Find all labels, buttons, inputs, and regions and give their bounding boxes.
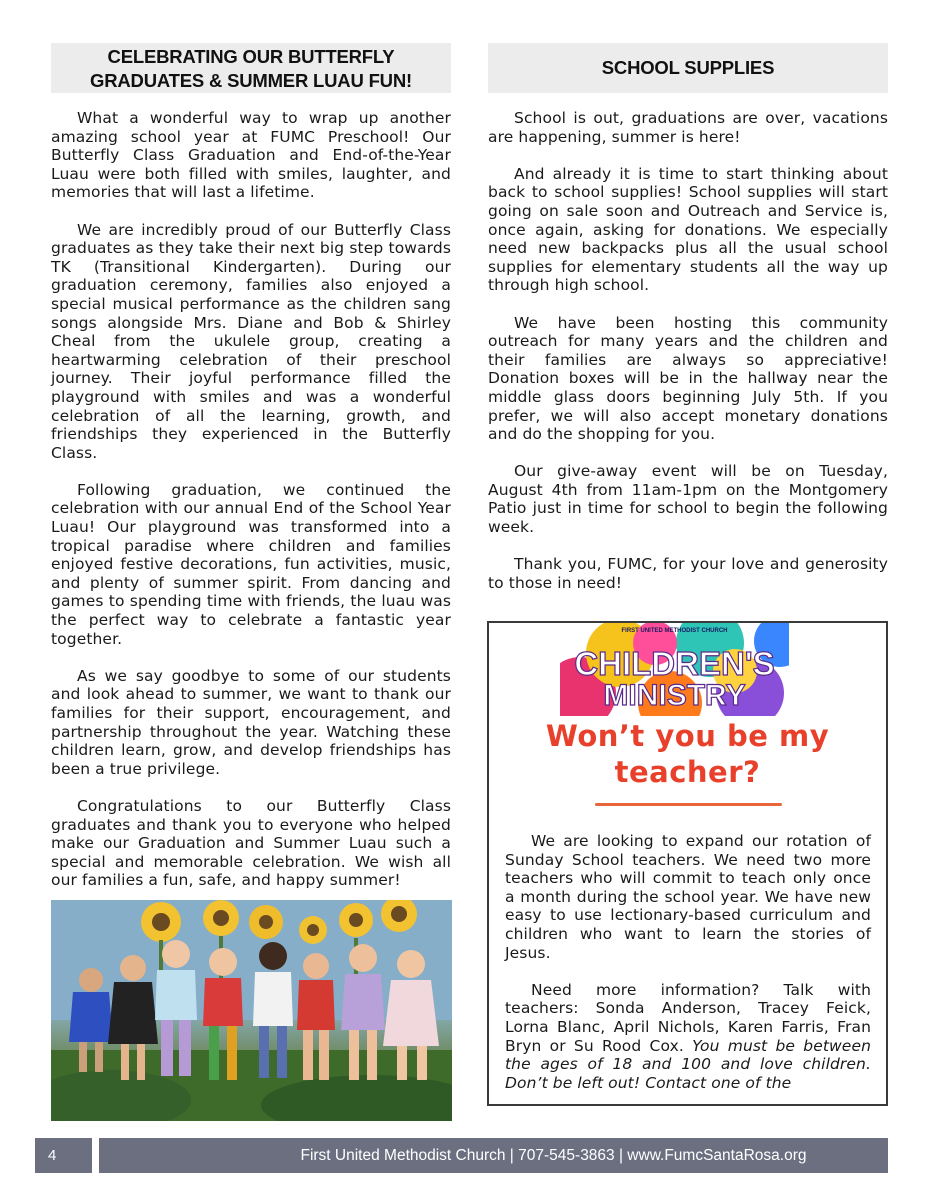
footer-contact: First United Methodist Church | 707-545-3863 | www.FumcSantaRosa.org <box>99 1138 888 1173</box>
headline-underline <box>595 803 782 806</box>
paragraph: And already it is time to start thinking about back to school supplies! School supplies will start going on sale soon and Outreach and Service is, once again, asking for donations. We especially need new backpacks plus all the usual school supplies for elementary students all the way up through high school. <box>488 164 888 295</box>
page-number: 4 <box>35 1138 92 1173</box>
paragraph <box>505 981 871 1093</box>
teacher-headline-line1: Won’t you be my <box>545 719 830 753</box>
right-article-body <box>488 109 888 592</box>
logo-line1: CHILDREN'S <box>574 645 775 682</box>
teacher-headline <box>489 718 886 790</box>
paragraph: Following graduation, we continued the celebration with our annual End of the School Year Luau! Our playground was transformed into a tropical paradise where children and families enjoyed festive decorations, fun activities, music, and plenty of summer spirit. From dancing and games to spending time with friends, the luau was the perfect way to celebrate a fantastic year together. <box>51 480 451 648</box>
paragraph: Our give-away event will be on Tuesday, August 4th from 11am-1pm on the Montgomery Patio just in time for school to begin the following week. <box>488 462 888 537</box>
paragraph: We are looking to expand our rotation of Sunday School teachers. We need two more teachers who will commit to teach only once a month during the school year. We have new easy to use lectionary-based curriculum and children who want to learn the stories of Jesus. <box>505 832 871 962</box>
paragraph: School is out, graduations are over, vacations are happening, summer is here! <box>488 109 888 146</box>
paragraph: As we say goodbye to some of our students and look ahead to summer, we want to thank our families for their support, encouragement, and partnership throughout the year. Watching these children learn, grow, and develop friendships has been a true privilege. <box>51 666 451 778</box>
teacher-box-body <box>505 832 871 1111</box>
right-article <box>488 43 888 611</box>
childrens-ministry-logo <box>560 623 789 716</box>
paragraph: Thank you, FUMC, for your love and generosity to those in need! <box>488 555 888 592</box>
left-article <box>51 43 451 909</box>
paragraph: What a wonderful way to wrap up another amazing school year at FUMC Preschool! Our Butterfly Class Graduation and End-of-the-Year Luau were both filled with smiles, laughter, and memories that will last a lifetime. <box>51 109 451 202</box>
logo-line2: MINISTRY <box>603 679 746 712</box>
age-requirement-text: You must be between the ages of 18 and 100 and love children. Don’t be left out! Contact one of the <box>505 1036 872 1092</box>
teacher-headline-line2: teacher? <box>614 755 761 789</box>
teacher-recruitment-box <box>487 621 888 1106</box>
left-article-body <box>51 109 451 890</box>
paragraph: We are incredibly proud of our Butterfly Class graduates as they take their next big step towards TK (Transitional Kindergarten). During our graduation ceremony, families also enjoyed a special musical performance as the children sang songs alongside Mrs. Diane and Bob & Shirley Cheal from the ukulele group, creating a heartwarming celebration of their preschool journey. Their joyful performance filled the playground with smiles and was a wonderful celebration of all the learning, growth, and friendships they experienced in the Butterfly Class. <box>51 220 451 462</box>
paragraph: We have been hosting this community outreach for many years and the children and their families are always so appreciative! Donation boxes will be in the hallway near the middle glass doors beginning July 5th. If you prefer, we will also accept monetary donations and do the shopping for you. <box>488 313 888 444</box>
graduates-photo <box>51 900 452 1121</box>
left-article-heading: CELEBRATING OUR BUTTERFLY GRADUATES & SUMMER LUAU FUN! <box>51 43 451 93</box>
logo-small-text: FIRST UNITED METHODIST CHURCH <box>621 628 728 634</box>
right-article-heading: SCHOOL SUPPLIES <box>488 43 888 93</box>
contact-text: Need more information? Talk with teachers: Sonda Anderson, Tracey Feick, Lorna Blanc, April Nichols, Karen Farris, Fran Bryn or Su Rood Cox. <box>505 980 871 1055</box>
paragraph: Congratulations to our Butterfly Class graduates and thank you to everyone who helped make our Graduation and Summer Luau such a special and memorable celebration. We wish all our families a fun, safe, and happy summer! <box>51 796 451 890</box>
